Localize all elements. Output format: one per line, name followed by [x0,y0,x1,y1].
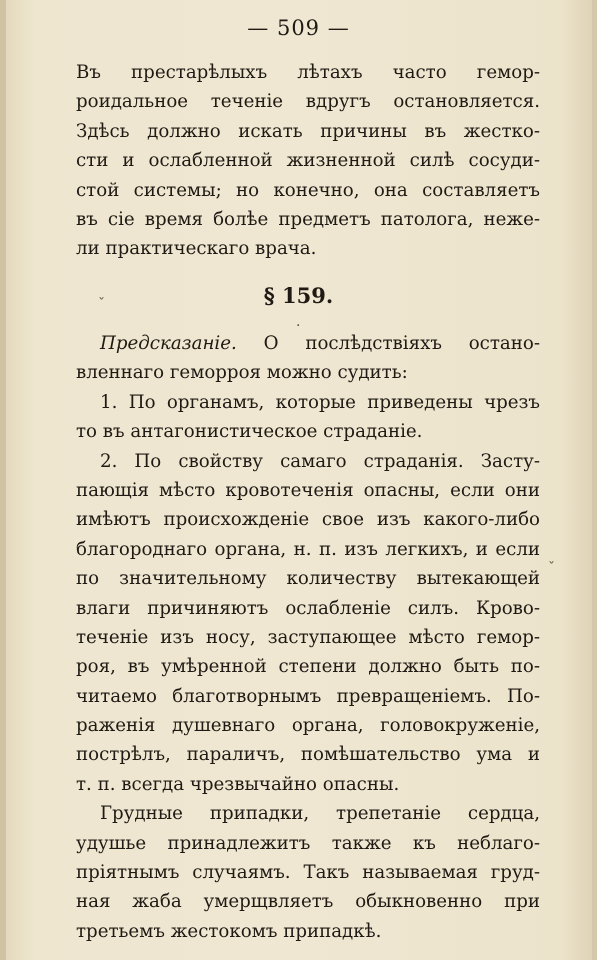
page-number: — 509 — [247,16,350,40]
lead-rest: О послѣдствіяхъ остано- [263,333,540,354]
lead-line [76,329,540,358]
section-body [76,329,540,946]
list-item-2-line: пающія мѣсто кровотеченія опасны, если они [76,479,540,501]
text-line: стой системы; но конечно, она составляетъ [76,179,540,201]
paragraph-3-line: ная жаба умерщвляетъ обыкновенно при [76,891,540,913]
list-item-2-line: 2. По свойству самаго страданія. Засту- [100,450,540,472]
paragraph-1 [76,58,540,264]
page-left-edge [0,0,6,960]
text-line: вленнаго геморроя можно судить: [76,362,408,384]
list-item-1-line: 1. По органамъ, которые приведены чрезъ [100,391,540,413]
paragraph-3-line: пріятнымъ случаямъ. Такъ называемая груд- [76,862,540,884]
list-item-2-line: роя, въ умѣренной степени должно быть по- [76,656,540,678]
section-heading: § 159. [263,283,334,308]
list-item-2-line: пострѣлъ, параличъ, помѣшательство ума и [76,744,540,766]
ink-speck: ˇ [548,560,555,576]
page-right-edge [592,0,597,960]
list-item-2-line: по значительному количеству вытекающей [76,568,540,590]
ink-speck: ˇ [98,296,105,312]
list-item-2-line: имѣютъ происхожденіе свое изъ какого-либо [76,509,540,531]
list-item-1-line: то въ антагонистическое страданіе. [76,421,423,443]
text-line: роидальное теченіе вдругъ остановляется. [76,91,540,113]
lead-term: Предсказаніе. [100,333,237,354]
list-item-2-line: раженія душевнаго органа, головокруженіе, [76,715,540,737]
list-item-2-line: благороднаго органа, н. п. изъ легкихъ, и если [76,538,540,560]
text-line: сти и ослабленной жизненной силѣ сосуди- [76,150,540,172]
paragraph-3-line: удушье принадлежитъ также къ неблаго- [76,832,540,854]
list-item-2-line: теченіе изъ носу, заступающее мѣсто гемор- [76,626,540,648]
ink-speck: · [296,318,301,334]
text-line: Въ престарѣлыхъ лѣтахъ часто гемор- [76,62,540,83]
text-line: въ сіе время болѣе предметъ патолога, неже- [76,208,540,230]
list-item-2-line: т. п. всегда чрезвычайно опасны. [76,773,400,795]
paragraph-3-line: Грудные припадки, трепетаніе сердца, [100,803,540,825]
list-item-2-line: влаги причиняютъ ослабленіе силъ. Крово- [76,597,540,619]
text-line: ли практическаго врача. [76,238,317,260]
paragraph-3-line: третьемъ жестокомъ припадкѣ. [76,920,382,942]
list-item-2-line: читаемо благотворнымъ превращеніемъ. По- [76,685,540,707]
text-line: Здѣсь должно искать причины въ жестко- [76,120,540,142]
